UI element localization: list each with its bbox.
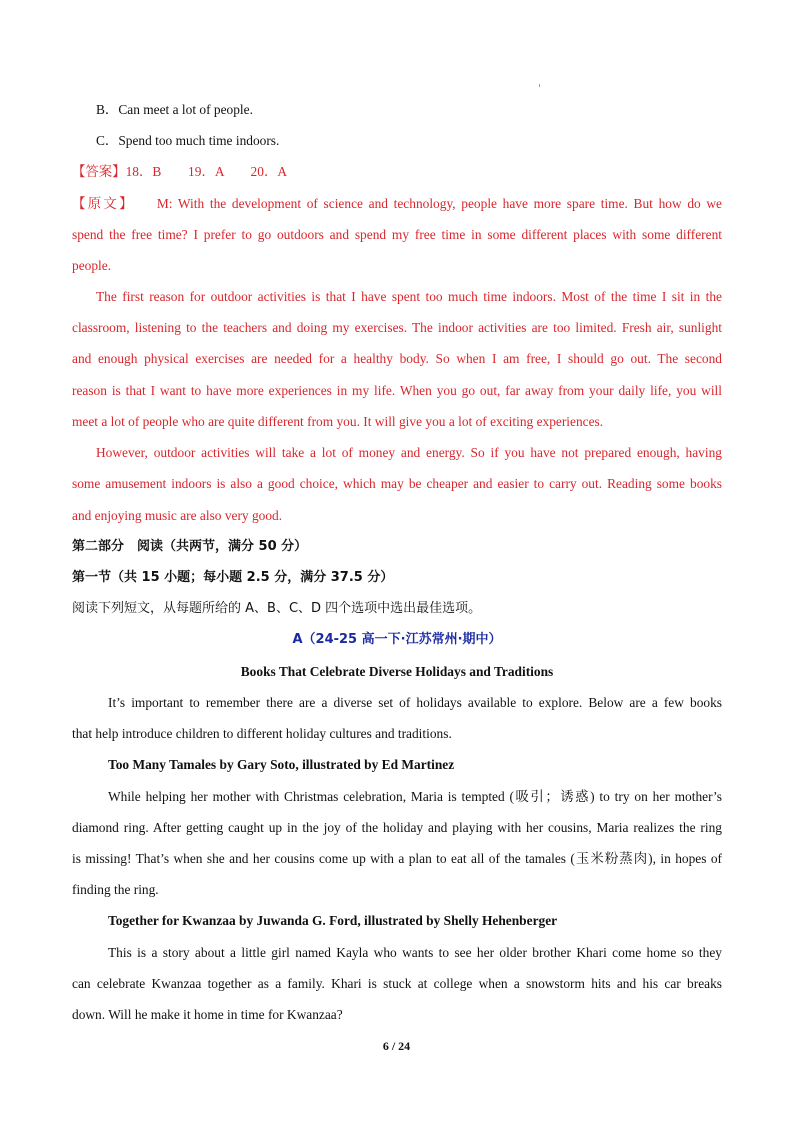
transcript-line-4: The first reason for outdoor activities is that I have spent too much time indoors. Most of the time I sit in the (96, 289, 722, 304)
transcript-line-5: classroom, listening to the teachers and doing my exercises. The indoor activities are too limited. Fresh air, sunlight (72, 320, 722, 335)
instruction: 阅读下列短文，从每题所给的 A、B、C、D 四个选项中选出最佳选项。 (72, 601, 482, 616)
part-title: 第二部分 阅读（共两节，满分 50 分） (72, 539, 308, 554)
passage-title: Books That Celebrate Diverse Holidays and Traditions (240, 664, 554, 679)
transcript-line-11: and enjoying music are also very good. (72, 508, 283, 523)
book1-line-2: diamond ring. After getting caught up in the joy of the holiday and playing with her cousins, Maria realizes the ring (72, 820, 722, 835)
book1-heading: Too Many Tamales by Gary Soto, illustrated by Ed Martinez (108, 757, 455, 772)
transcript-line-8: meet a lot of people who are quite different from you. It will give you a lot of exciting experiences. (72, 414, 604, 429)
passage-label: A（24-25 高一下·江苏常州·期中） (292, 632, 502, 647)
answer-items: 18．B 19．A 20．A (125, 164, 288, 179)
intro-line-2: that help introduce children to different holiday cultures and traditions. (72, 726, 452, 741)
transcript-line-7: reason is that I want to have more experiences in my life. When you go out, far away from your daily life, you will (72, 383, 722, 398)
book2-line-2: can celebrate Kwanzaa together as a family. Khari is stuck at college when a snowstorm hits and his car breaks (72, 976, 722, 991)
book1-line-3: is missing! That’s when she and her cousins come up with a plan to eat all of the tamales (玉米粉蒸肉), in hopes of (72, 851, 722, 866)
transcript-line-2: spend the free time? I prefer to go outdoors and spend my free time in some different places with some different (72, 227, 722, 242)
book2-line-3: down. Will he make it home in time for Kwanzaa? (72, 1007, 343, 1022)
answer-tag: 【答案】 (72, 164, 126, 179)
intro-line-1: It’s important to remember there are a diverse set of holidays available to explore. Below are a few books (108, 695, 722, 710)
page-number: 6 / 24 (382, 1039, 411, 1053)
answer-line (72, 162, 722, 182)
transcript-line-9: However, outdoor activities will take a lot of money and energy. So if you have not prepared enough, having (96, 445, 722, 460)
transcript-tag: 【原文】 (72, 196, 135, 211)
scan-mark (539, 84, 540, 87)
option-c: C．Spend too much time indoors. (96, 133, 280, 148)
transcript-line-1 (72, 194, 722, 214)
book2-line-1: This is a story about a little girl named Kayla who wants to see her older brother Khari come home so they (108, 945, 722, 960)
transcript-line-10: some amusement indoors is also a good choice, which may be cheaper and easier to carry out. Reading some books (72, 476, 722, 491)
transcript-text: M: With the development of science and technology, people have more spare time. But how do we (156, 196, 722, 211)
sub-title: 第一节（共 15 小题；每小题 2.5 分，满分 37.5 分） (72, 570, 394, 585)
book2-heading: Together for Kwanzaa by Juwanda G. Ford, illustrated by Shelly Hehenberger (108, 913, 558, 928)
book1-line-1: While helping her mother with Christmas celebration, Maria is tempted (吸引；诱惑) to try on her mother’s (108, 789, 722, 804)
option-b: B．Can meet a lot of people. (96, 102, 253, 117)
transcript-line-6: and enough physical exercises are needed for a healthy body. So when I am free, I should go out. The second (72, 351, 722, 366)
transcript-line-3: people. (72, 258, 112, 273)
book1-line-4: finding the ring. (72, 882, 159, 897)
